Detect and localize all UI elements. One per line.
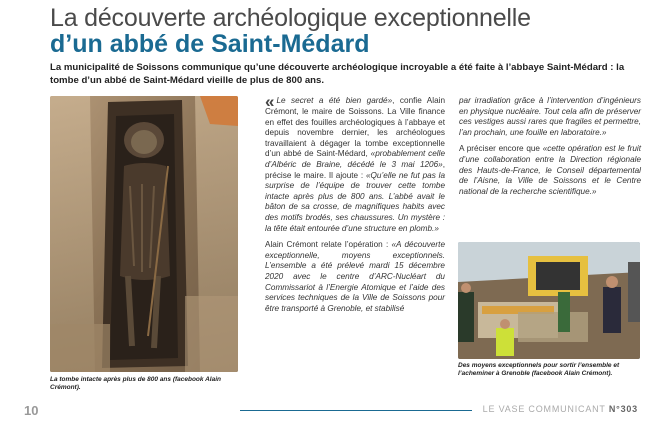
magazine-name: LE VASE COMMUNICANT <box>482 404 606 414</box>
article-column-3 <box>459 96 641 203</box>
article-column-2 <box>265 92 445 320</box>
opening-quote-mark: « <box>265 92 275 111</box>
tomb-photo-caption: La tombe intacte après plus de 800 ans (facebook Alain Crémont). <box>50 376 221 391</box>
paragraph <box>265 240 445 314</box>
paragraph <box>459 96 641 138</box>
body-text: , confie Alain Crémont, le maire de Soissons. La Ville finance en effet des fouilles archéologiques à l’abbaye et depuis novembre dernier, les archéologues travaillaient à dégager la tombe exceptionnelle d’un abbé de Saint-Médard, <box>265 96 445 159</box>
tomb-photo <box>50 96 238 372</box>
body-text: Alain Crémont relate l’opération : <box>265 240 392 250</box>
footer-divider <box>240 410 472 411</box>
quote-text: «A découverte exceptionnelle, moyens exceptionnels. L’ensemble a été prélevé mardi 15 décembre 2020 avec le centre d’ARC-Nucléart du Commissariot à l’Energie Atomique et l’aide des services techniques de la Ville de Soissons pour être transporté à Grenoble, et stabilisé <box>265 240 445 313</box>
article-title-line2: d’un abbé de Saint-Médard <box>50 30 370 58</box>
footer-masthead <box>483 404 638 414</box>
body-text: , précise le maire. Il ajoute : <box>265 159 445 180</box>
article-lead: La municipalité de Soissons communique qu’une découverte archéologique incroyable a été faite à l’abbaye Saint-Médard : la tombe d’un abbé de Saint-Médard vieille de plus de 800 ans. <box>50 62 625 86</box>
quote-text: «probablement celle d’Albéric de Braine, décédé le 3 mai 1206» <box>265 149 445 169</box>
transport-photo <box>458 242 640 359</box>
article-title-line1: La découverte archéologique exceptionnelle <box>50 4 531 32</box>
quote-text: «cette opération est le fruit d’une collaboration entre la Direction régionale des Hauts-de-France, le Conseil départemental de l’Aisne, la Ville de Soissons et le Centre national de la recherche scientifique.» <box>459 144 641 196</box>
page-number: 10 <box>24 403 39 418</box>
quote-text: par irradiation grâce à l’intervention d’ingénieurs en physique nucléaire. Tout cela afin de préserver ces vestiges aussi rares que fragiles et permettre, l’an prochain, une fouille en laboratoire.» <box>459 96 641 137</box>
quote-text: Le secret a été bien gardé» <box>276 96 393 105</box>
paragraph <box>265 92 445 234</box>
issue-number: N°303 <box>608 404 638 414</box>
body-text: A préciser encore que <box>459 144 543 154</box>
paragraph <box>459 144 641 197</box>
transport-photo-caption: Des moyens exceptionnels pour sortir l’ensemble et l’acheminer à Grenoble (facebook Alain Crémont). <box>458 362 620 377</box>
quote-text: «Qu’elle ne fut pas la surprise de l’équipe de trouver cette tombe intacte après plus de 800 ans. L’abbé avait le bâton de sa crosse, de magnifiques habits avec des motifs brodés, ses chaussures. Un mystère : la tête était entourée d’une structure en plomb.» <box>265 170 445 233</box>
